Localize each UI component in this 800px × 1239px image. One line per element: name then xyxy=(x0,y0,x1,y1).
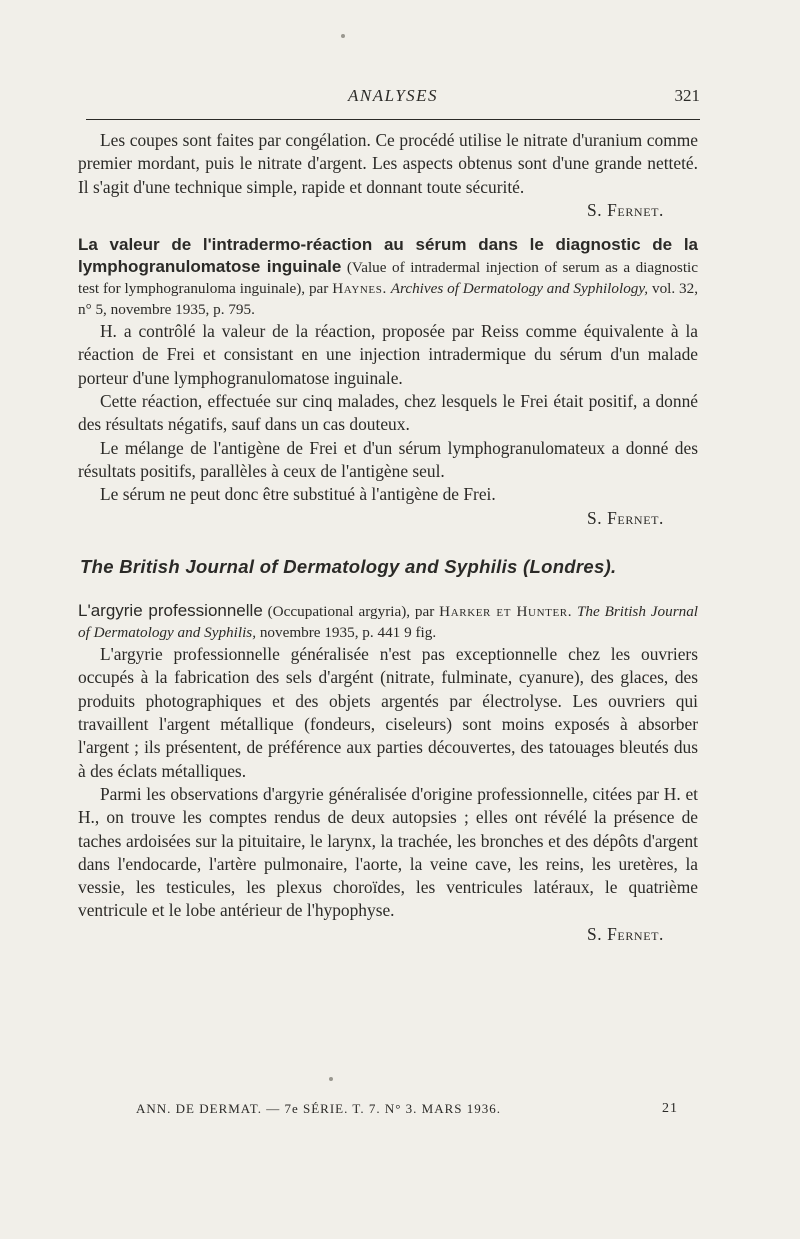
article-journal: The British Journal of Dermatology and Syphilis, xyxy=(78,603,699,642)
journal-section-heading: The British Journal of Dermatology and Syphilis (Londres). xyxy=(80,555,617,577)
speck-mark xyxy=(329,1077,333,1081)
header-rule xyxy=(86,119,700,120)
paragraph: Le sérum ne peut donc être substitué à l'antigène de Frei. xyxy=(100,484,496,505)
article-title: L'argyrie professionnelle xyxy=(78,601,263,621)
article-reference: (Occupational argyria), par xyxy=(267,603,435,621)
page-header xyxy=(86,86,700,114)
article-reference-details: vol. 32, n° 5, novembre 1935, p. 795. xyxy=(78,280,699,319)
article-author: Haynes. xyxy=(332,280,387,298)
paragraph: Parmi les observations d'argyrie généralisée d'origine professionnelle, citées par H. et H., on trouve les comptes rendus de deux autopsies ; elles ont révélé la présence de taches ardoisées sur la pituitaire, le larynx, la trachée, les bronches et des dépôts d'argent dans l'endocarde, l'artère pulmonaire, l'aorte, la veine cave, les reins, les uretères, la vessie, les testicules, les plexus choroïdes, les ventricules latéraux, le quatrième ventricule et le lobe antérieur de l'hypophyse. xyxy=(78,783,698,921)
paragraph: L'argyrie professionnelle généralisée n'est pas exceptionnelle chez les ouvriers occupés à la fabrication des sels d'argént (nitrate, fulminate, cyanure), des glaces, des produits photographiques et des objets argentés par électrolyse. Les ouvriers qui travaillent l'argent métallique (fondeurs, ciseleurs) sont moins exposés à absorber l'argent ; ils présentent, de préférence aux parties découvertes, des tatouages bleutés dus à des éclats métalliques. xyxy=(78,644,698,781)
article-title: La valeur de l'intradermo-réaction au sérum dans le diagnostic de la lymphogranulomatose inguinale xyxy=(78,235,698,277)
article-authors: Harker et Hunter. xyxy=(439,603,573,621)
article-heading xyxy=(78,234,698,320)
running-title: ANALYSES xyxy=(347,86,439,105)
signature: S. Fernet. xyxy=(586,923,664,944)
paragraph: Cette réaction, effectuée sur cinq malades, chez lesquels le Frei était positif, a donné des résultats négatifs, sauf dans un cas douteux. xyxy=(78,391,698,435)
paragraph: Le mélange de l'antigène de Frei et d'un sérum lymphogranulomateux a donné des résultats positifs, parallèles à ceux de l'antigène seul. xyxy=(78,437,698,481)
paragraph: Les coupes sont faites par congélation. Ce procédé utilise le nitrate d'uranium comme premier mordant, puis le nitrate d'argent. Les aspects obtenus sont d'une grande netteté. Il s'agit d'une technique simple, rapide et donnant toute sécurité. xyxy=(78,130,698,197)
speck-mark xyxy=(341,34,345,38)
article-heading xyxy=(78,600,698,643)
paragraph: H. a contrôlé la valeur de la réaction, proposée par Reiss comme équivalente à la réaction de Frei et consistant en une injection intradermique du sérum d'un malade porteur d'une lymphogranulomatose inguinale. xyxy=(78,321,698,388)
article-reference-details: novembre 1935, p. 441 9 fig. xyxy=(259,624,437,642)
footer-signature-number: 21 xyxy=(662,1101,678,1116)
article-reference: (Value of intradermal injection of serum as a diagnostic test for lymphogranuloma inguinale), par xyxy=(78,259,698,298)
article-journal: Archives of Dermatology and Syphilology, xyxy=(390,280,649,298)
signature: S. Fernet. xyxy=(586,507,664,528)
page-number: 321 xyxy=(674,86,700,105)
signature: S. Fernet. xyxy=(586,199,664,220)
footer-citation: ANN. DE DERMAT. — 7e SÉRIE. T. 7. N° 3. MARS 1936. xyxy=(136,1101,502,1116)
main-text xyxy=(78,129,698,946)
